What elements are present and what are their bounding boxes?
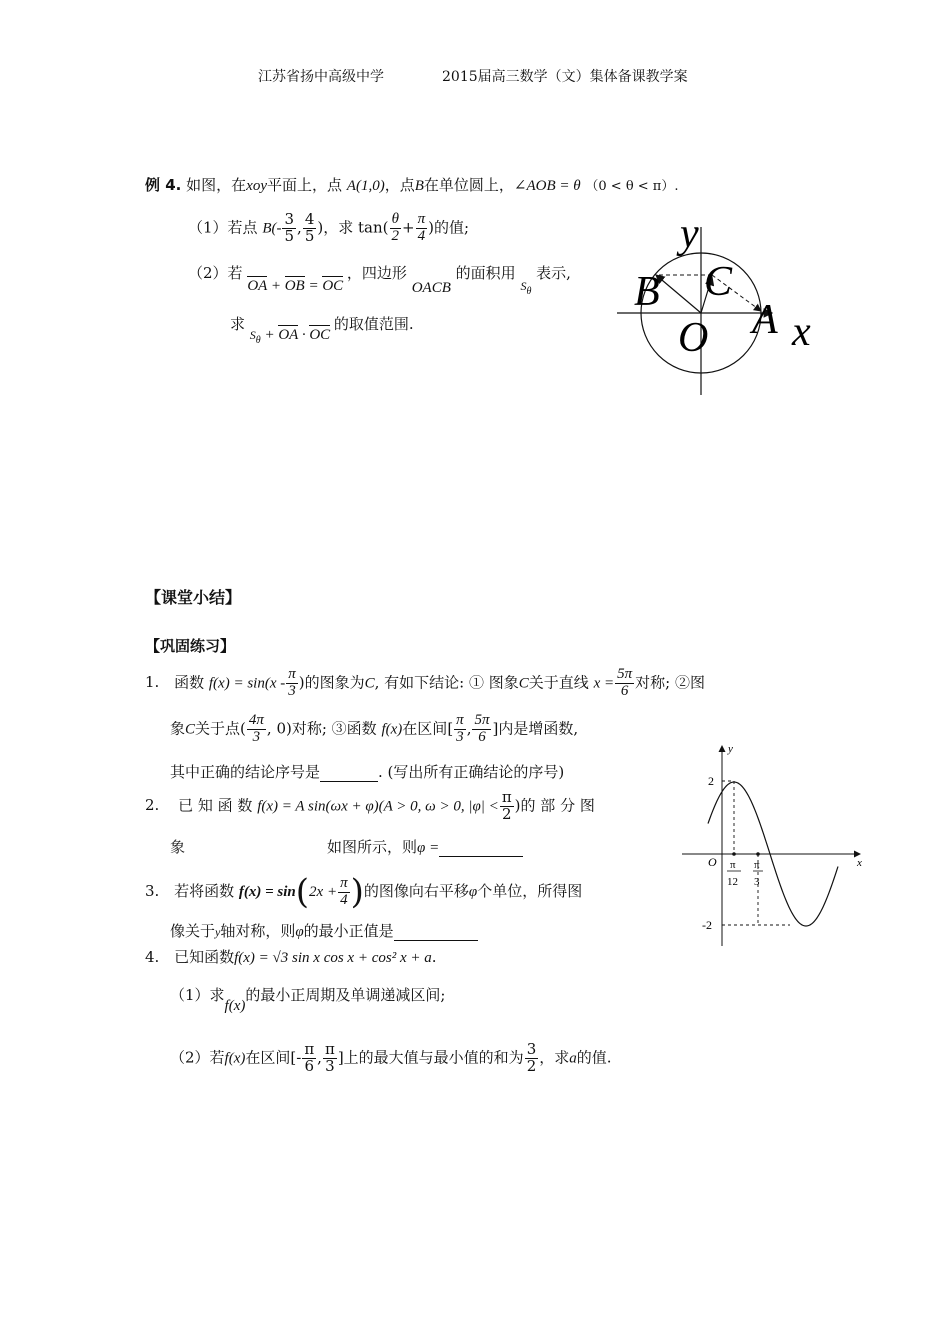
text: 在单位圆上， <box>423 176 514 194</box>
math: B(- <box>262 220 282 237</box>
fraction: $\frac{\pi}{3}$ <box>324 1040 335 1075</box>
fraction: $\frac{3}{5}$ <box>284 210 295 245</box>
fraction: $\frac{\pi}{3}$ <box>288 666 296 699</box>
q3-line2: 像关于y轴对称，则φ的最小正值是 <box>170 920 478 941</box>
label-x: x <box>857 857 862 869</box>
label-max: 2 <box>708 774 714 788</box>
math: f(x) = A sin(ωx + φ)(A > 0, ω > 0, |φ| < <box>257 798 499 815</box>
header-title: 2015届高三数学（文）集体备课教学案 <box>442 69 688 85</box>
header-school: 江苏省扬中高级中学 <box>258 69 384 85</box>
q2-line1: 2. 已 知 函 数 f(x) = A sin(ωx + φ)(A > 0, ω > 0, |φ| < $\frac{\pi}{2}$ )的 部 分 图 <box>145 788 595 823</box>
sine-graph-figure <box>680 738 870 950</box>
answer-blank[interactable] <box>394 922 478 941</box>
section-summary: 【课堂小结】 <box>145 588 242 607</box>
math: xoy <box>246 178 267 194</box>
label-y: y <box>680 211 699 257</box>
text: ，点 <box>384 176 415 194</box>
text: ，求 <box>323 218 354 237</box>
fraction: $\frac{\pi}{3}$ <box>456 712 464 745</box>
fraction: $\frac{\pi}{6}$ <box>304 1040 315 1075</box>
q4-line1: 4. 已知函数f(x) = √3 sin x cos x + cos² x + a. <box>145 948 437 966</box>
vector-expression: $S_\theta$ + OA · OC <box>249 327 331 346</box>
answer-blank[interactable] <box>320 763 378 782</box>
q1-line1: 1. 函数 f(x) = sin(x - $\frac{\pi}{3}$ )的图象为C, 有如下结论: ① 图象C关于直线 x = $\frac{5\pi}{6}$ 对称; ②图 <box>145 666 705 699</box>
math: B <box>414 178 424 194</box>
math: Sθ <box>520 279 532 297</box>
label-b: B <box>634 269 660 315</box>
unit-circle-figure <box>612 205 827 400</box>
tick-label-pi12-num: π <box>730 859 736 871</box>
math: tan( <box>358 218 389 237</box>
text: 如图，在 <box>186 176 247 194</box>
example-label: 例 4. <box>145 176 182 194</box>
text: ，四边形 <box>346 264 407 282</box>
text: 求 <box>230 315 246 333</box>
example4-part1: （1）若点 B(- $\frac{3}{5}$ , $\frac{4}{5}$ )，求 tan( $\frac{\theta}{2}$ + $\frac{\pi}{4}$ )的值; <box>188 210 470 245</box>
tick-label-pi3-den: 3 <box>754 876 760 888</box>
fraction: $\frac{5\pi}{6}$ <box>474 712 490 745</box>
math: ∠AOB = θ <box>513 178 581 194</box>
q4-part2: （2）若f(x)在区间[- $\frac{\pi}{6}$ , $\frac{\pi}{3}$ ]上的最大值与最小值的和为 $\frac{3}{2}$ ，求a的值. <box>170 1040 612 1075</box>
fraction: $\frac{4}{5}$ <box>304 210 315 245</box>
question-number: 4. <box>145 948 160 966</box>
text: 的面积用 <box>455 264 516 282</box>
vector-ob <box>656 275 701 313</box>
label-x: x <box>792 309 811 355</box>
fraction: $\frac{\pi}{2}$ <box>501 788 512 823</box>
label-min: -2 <box>702 918 712 932</box>
text: 表示, <box>536 264 571 282</box>
label-y: y <box>728 743 733 755</box>
math: A(1,0) <box>346 178 385 194</box>
label-origin: O <box>708 855 717 869</box>
math: f(x) = √3 sin x cos x + cos² x + a <box>234 950 432 966</box>
tick-label-pi3-num: π <box>754 859 760 871</box>
fraction: $\frac{5\pi}{6}$ <box>617 666 633 699</box>
tick-label-pi12-den: 12 <box>727 876 738 888</box>
math: f(x) = sin(x - <box>208 675 286 692</box>
fraction: $\frac{\pi}{4}$ <box>340 874 348 908</box>
q4-part1: （1）求f(x)的最小正周期及单调递减区间; <box>170 986 446 1014</box>
fraction: $\frac{3}{2}$ <box>526 1040 537 1075</box>
text: 的值; <box>433 218 470 237</box>
fraction: $\frac{\theta}{2}$ <box>391 211 399 244</box>
text: （2）若 <box>188 264 243 282</box>
text: 的取值范围. <box>333 315 414 333</box>
label-o: O <box>678 315 709 361</box>
example4-stem <box>145 174 678 195</box>
q3-line1: 3. 若将函数 f(x) = sin(2x + $\frac{\pi}{4}$ )的图像向右平移φ个单位，所得图 <box>145 872 583 912</box>
section-practice: 【巩固练习】 <box>145 637 236 655</box>
text: （0 < θ < π）. <box>585 179 679 194</box>
tick-point-pi3 <box>756 852 760 856</box>
q1-line2: 象C关于点( $\frac{4\pi}{3}$ , 0)对称; ③函数 f(x)在区间[ $\frac{\pi}{3}$ , $\frac{5\pi}{6}$ ]内是增函数, <box>170 712 579 745</box>
text: （1）若点 <box>188 218 258 237</box>
question-number: 2. <box>145 796 160 815</box>
q1-line3: 其中正确的结论序号是 . (写出所有正确结论的序号) <box>170 763 565 781</box>
text: 平面上，点 <box>266 176 342 194</box>
tick-point-pi12 <box>732 852 736 856</box>
math: x = <box>593 675 615 692</box>
label-a: A <box>752 297 778 343</box>
math: OACB <box>411 280 451 296</box>
question-number: 3. <box>145 882 160 900</box>
label-c: C <box>704 259 733 305</box>
vector-expression: OA + OB = OC <box>247 278 344 294</box>
fraction: $\frac{\pi}{4}$ <box>417 211 426 244</box>
question-number: 1. <box>145 673 160 692</box>
math: f(x) = sin <box>238 884 296 900</box>
fraction: $\frac{4\pi}{3}$ <box>248 712 264 745</box>
example4-part3 <box>230 313 414 346</box>
answer-blank[interactable] <box>439 838 523 857</box>
q2-line2: 象 如图所示，则φ = <box>170 836 523 857</box>
